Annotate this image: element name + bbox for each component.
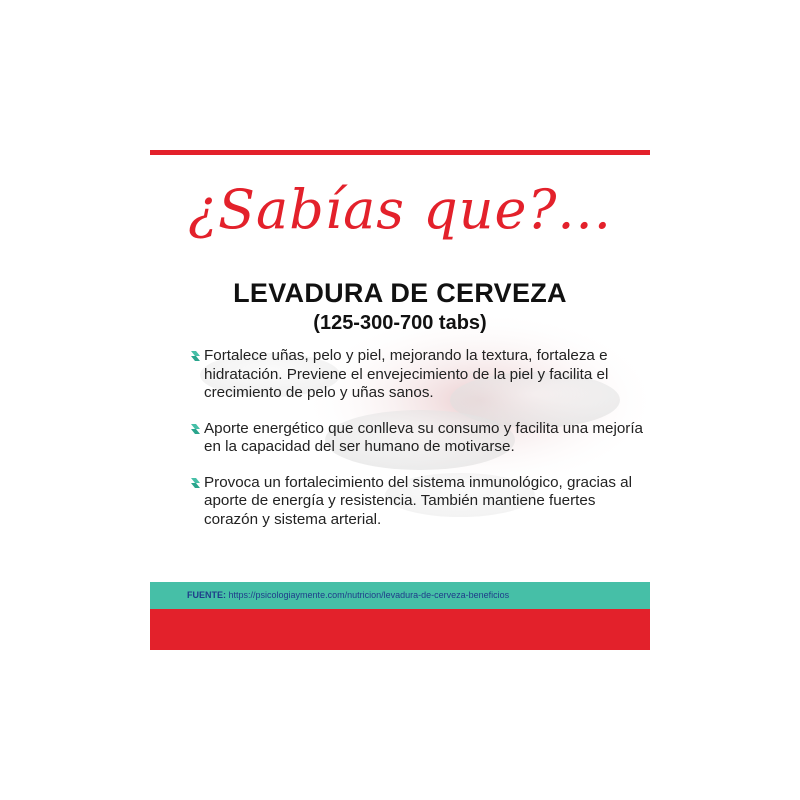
list-item [190, 347, 645, 403]
teal-leaf-bullet-icon [190, 477, 201, 489]
headline: ¿Sabías que?... [188, 178, 612, 241]
benefits-list [190, 347, 645, 546]
page-subtitle: (125-300-700 tabs) [313, 312, 487, 334]
info-card [150, 150, 650, 650]
source-bar [150, 582, 650, 609]
list-item [190, 474, 645, 530]
source-citation [187, 590, 509, 600]
list-item-text: Fortalece uñas, pelo y piel, mejorando la textura, fortaleza e hidratación. Previene el envejecimiento de la piel y facilita el crecimiento de pelo y uñas sanos. [204, 347, 609, 401]
bottom-red-band [150, 609, 650, 650]
teal-leaf-bullet-icon [190, 350, 201, 362]
list-item [190, 420, 645, 457]
teal-leaf-bullet-icon [190, 423, 201, 435]
source-label: FUENTE: [187, 590, 226, 600]
list-item-text: Provoca un fortalecimiento del sistema inmunológico, gracias al aporte de energía y resistencia. También mantiene fuertes corazón y sistema arterial. [204, 473, 632, 528]
list-item-text: Aporte energético que conlleva su consumo y facilita una mejoría en la capacidad del ser humano de motivarse. [204, 419, 643, 455]
source-link[interactable]: https://psicologiaymente.com/nutricion/levadura-de-cerveza-beneficios [228, 590, 510, 600]
page-title: LEVADURA DE CERVEZA [233, 278, 567, 308]
